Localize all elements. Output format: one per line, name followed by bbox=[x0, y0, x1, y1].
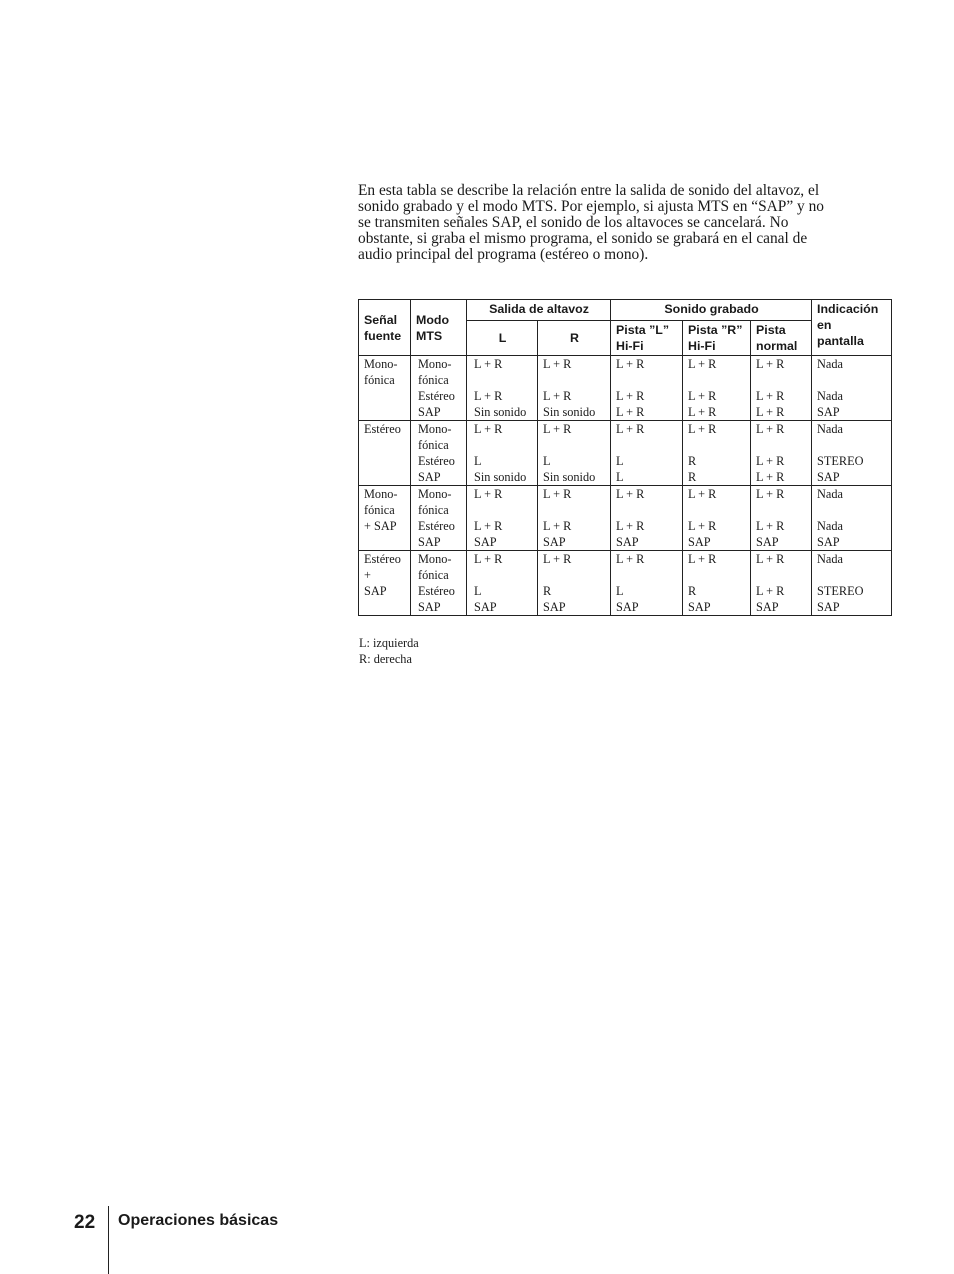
header-salida-l: L bbox=[467, 321, 538, 356]
cell-line: Mono- bbox=[418, 487, 452, 501]
cell-line: SAP bbox=[817, 405, 840, 419]
intro-paragraph bbox=[358, 180, 892, 263]
cell-line bbox=[817, 567, 890, 583]
cell-line: SAP bbox=[616, 535, 639, 549]
cell-line: L + R bbox=[756, 389, 785, 403]
cell-line: SAP bbox=[817, 535, 840, 549]
cell-indicacion bbox=[812, 551, 892, 616]
cell-line: L + R bbox=[543, 422, 572, 436]
cell-line: SAP bbox=[756, 600, 779, 614]
cell-line: Mono- bbox=[364, 357, 398, 371]
cell-line: L + R bbox=[616, 357, 645, 371]
cell-salida-l bbox=[467, 421, 538, 486]
cell-line bbox=[688, 567, 749, 583]
table-body bbox=[359, 356, 892, 616]
header-senal-fuente: Señal fuente bbox=[359, 300, 411, 356]
cell-salida-l bbox=[467, 356, 538, 421]
cell-line: fónica bbox=[418, 438, 449, 452]
cell-line bbox=[756, 437, 810, 453]
cell-line: L + R bbox=[688, 357, 717, 371]
cell-line: L + R bbox=[756, 405, 785, 419]
cell-line: SAP bbox=[474, 535, 497, 549]
cell-line: SAP bbox=[817, 600, 840, 614]
cell-salida-l bbox=[467, 486, 538, 551]
intro-line: obstante, si graba el mismo programa, el sonido se grabará en el canal de bbox=[358, 230, 808, 247]
cell-line: Mono- bbox=[364, 487, 398, 501]
cell-line: SAP bbox=[418, 600, 441, 614]
cell-line: Sin sonido bbox=[474, 470, 527, 484]
cell-line: STEREO bbox=[817, 454, 864, 468]
cell-pista-normal bbox=[751, 551, 812, 616]
intro-line: audio principal del programa (estéreo o mono). bbox=[358, 246, 649, 263]
cell-line bbox=[474, 502, 536, 518]
cell-line: L + R bbox=[474, 487, 503, 501]
cell-line: Mono- bbox=[418, 357, 452, 371]
cell-line: L + R bbox=[756, 519, 785, 533]
cell-line: Estéreo bbox=[418, 454, 455, 468]
cell-line: L + R bbox=[616, 389, 645, 403]
table-row bbox=[359, 551, 892, 616]
cell-line bbox=[817, 372, 890, 388]
cell-line: Nada bbox=[817, 552, 843, 566]
table-row bbox=[359, 356, 892, 421]
cell-salida-r bbox=[538, 486, 611, 551]
cell-salida-r bbox=[538, 421, 611, 486]
cell-senal-fuente bbox=[359, 421, 411, 486]
cell-line: Estéreo bbox=[418, 389, 455, 403]
cell-pista-l bbox=[611, 356, 683, 421]
cell-line: L + R bbox=[688, 519, 717, 533]
cell-line: Mono- bbox=[418, 552, 452, 566]
cell-line: Nada bbox=[817, 519, 843, 533]
cell-line bbox=[543, 372, 609, 388]
cell-line bbox=[364, 453, 409, 469]
table-row bbox=[359, 486, 892, 551]
cell-indicacion bbox=[812, 421, 892, 486]
cell-line: L bbox=[474, 584, 482, 598]
header-indicacion-pantalla: Indicación en pantalla bbox=[812, 300, 892, 356]
cell-line: fónica bbox=[364, 503, 395, 517]
cell-line: SAP bbox=[418, 470, 441, 484]
cell-line: L + R bbox=[543, 519, 572, 533]
cell-line bbox=[543, 502, 609, 518]
cell-line: SAP bbox=[688, 600, 711, 614]
cell-line: R bbox=[688, 454, 697, 468]
cell-line bbox=[616, 502, 681, 518]
cell-line bbox=[364, 469, 409, 485]
cell-line bbox=[364, 599, 409, 615]
cell-modo-mts bbox=[411, 486, 467, 551]
intro-line: se transmiten señales SAP, el sonido de los altavoces se cancelará. No bbox=[358, 214, 789, 231]
cell-line: L + R bbox=[756, 454, 785, 468]
cell-line: Estéreo bbox=[364, 422, 401, 436]
legend-note-l: L: izquierda bbox=[359, 636, 419, 650]
cell-line: Sin sonido bbox=[543, 405, 596, 419]
cell-line bbox=[756, 372, 810, 388]
cell-line: SAP bbox=[418, 535, 441, 549]
cell-line: Sin sonido bbox=[543, 470, 596, 484]
cell-line: Mono- bbox=[418, 422, 452, 436]
intro-line: sonido grabado y el modo MTS. Por ejemplo, si ajusta MTS en “SAP” y no bbox=[358, 198, 824, 215]
cell-modo-mts bbox=[411, 551, 467, 616]
cell-line: Estéreo bbox=[364, 552, 401, 566]
legend-note-r: R: derecha bbox=[359, 652, 412, 666]
cell-line: L + R bbox=[616, 487, 645, 501]
cell-line: SAP bbox=[364, 584, 387, 598]
cell-pista-normal bbox=[751, 356, 812, 421]
cell-pista-l bbox=[611, 486, 683, 551]
cell-line: SAP bbox=[688, 535, 711, 549]
cell-line: + bbox=[364, 568, 371, 582]
cell-line: Nada bbox=[817, 422, 843, 436]
cell-line: L + R bbox=[474, 389, 503, 403]
mts-sound-table bbox=[358, 299, 892, 616]
cell-line: L + R bbox=[616, 519, 645, 533]
cell-line: L + R bbox=[756, 584, 785, 598]
cell-line bbox=[756, 567, 810, 583]
cell-line: fónica bbox=[418, 373, 449, 387]
cell-line bbox=[817, 437, 890, 453]
cell-line: Nada bbox=[817, 357, 843, 371]
cell-line: L + R bbox=[756, 422, 785, 436]
cell-salida-r bbox=[538, 356, 611, 421]
cell-line bbox=[616, 372, 681, 388]
header-salida-altavoz: Salida de altavoz bbox=[467, 300, 611, 321]
cell-line: L + R bbox=[688, 422, 717, 436]
cell-line bbox=[688, 502, 749, 518]
cell-line: L + R bbox=[688, 389, 717, 403]
header-modo-mts: Modo MTS bbox=[411, 300, 467, 356]
cell-indicacion bbox=[812, 356, 892, 421]
cell-line: Nada bbox=[817, 389, 843, 403]
cell-line bbox=[474, 437, 536, 453]
cell-line bbox=[616, 437, 681, 453]
cell-salida-l bbox=[467, 551, 538, 616]
cell-indicacion bbox=[812, 486, 892, 551]
cell-pista-r bbox=[683, 421, 751, 486]
cell-line: Sin sonido bbox=[474, 405, 527, 419]
cell-line: L + R bbox=[616, 405, 645, 419]
cell-line: fónica bbox=[418, 568, 449, 582]
cell-line: Nada bbox=[817, 487, 843, 501]
header-sonido-grabado: Sonido grabado bbox=[611, 300, 812, 321]
cell-line bbox=[688, 372, 749, 388]
cell-pista-r bbox=[683, 551, 751, 616]
cell-line bbox=[616, 567, 681, 583]
cell-line: L + R bbox=[756, 470, 785, 484]
cell-line: L + R bbox=[543, 389, 572, 403]
cell-line: SAP bbox=[616, 600, 639, 614]
cell-line: L + R bbox=[474, 519, 503, 533]
cell-line: L + R bbox=[756, 552, 785, 566]
cell-line: L bbox=[616, 454, 624, 468]
cell-line: SAP bbox=[543, 600, 566, 614]
cell-pista-l bbox=[611, 551, 683, 616]
header-pista-l-hifi: Pista ”L” Hi-Fi bbox=[611, 321, 683, 356]
cell-line bbox=[756, 502, 810, 518]
cell-line: L + R bbox=[688, 487, 717, 501]
cell-line: L + R bbox=[756, 487, 785, 501]
page-number: 22 bbox=[74, 1212, 96, 1233]
cell-senal-fuente bbox=[359, 551, 411, 616]
cell-line bbox=[364, 388, 409, 404]
cell-line bbox=[364, 534, 409, 550]
cell-line: L bbox=[616, 470, 624, 484]
cell-pista-normal bbox=[751, 421, 812, 486]
cell-line: L + R bbox=[688, 552, 717, 566]
header-pista-normal: Pista normal bbox=[751, 321, 812, 356]
cell-senal-fuente bbox=[359, 356, 411, 421]
cell-line: L + R bbox=[543, 357, 572, 371]
cell-senal-fuente bbox=[359, 486, 411, 551]
cell-line: R bbox=[543, 584, 552, 598]
cell-line: L + R bbox=[616, 422, 645, 436]
cell-line: SAP bbox=[756, 535, 779, 549]
cell-line bbox=[543, 437, 609, 453]
cell-line: fónica bbox=[418, 503, 449, 517]
cell-line: L + R bbox=[756, 357, 785, 371]
intro-line: En esta tabla se describe la relación entre la salida de sonido del altavoz, el bbox=[358, 182, 820, 199]
cell-line: Estéreo bbox=[418, 584, 455, 598]
header-salida-r: R bbox=[538, 321, 611, 356]
cell-line: R bbox=[688, 470, 697, 484]
cell-line: L + R bbox=[474, 422, 503, 436]
table-row bbox=[359, 421, 892, 486]
cell-line bbox=[688, 437, 749, 453]
cell-line: fónica bbox=[364, 373, 395, 387]
cell-line: L + R bbox=[543, 552, 572, 566]
cell-pista-normal bbox=[751, 486, 812, 551]
cell-line: Estéreo bbox=[418, 519, 455, 533]
cell-modo-mts bbox=[411, 356, 467, 421]
footer-divider bbox=[108, 1206, 109, 1274]
cell-line bbox=[364, 404, 409, 420]
cell-line: L + R bbox=[474, 357, 503, 371]
cell-line: L + R bbox=[616, 552, 645, 566]
cell-line: L bbox=[616, 584, 624, 598]
cell-line: + SAP bbox=[364, 519, 397, 533]
cell-salida-r bbox=[538, 551, 611, 616]
legend-notes bbox=[359, 635, 419, 667]
cell-pista-r bbox=[683, 356, 751, 421]
cell-line bbox=[543, 567, 609, 583]
cell-line: L + R bbox=[474, 552, 503, 566]
cell-line: SAP bbox=[543, 535, 566, 549]
cell-line: L bbox=[474, 454, 482, 468]
section-title: Operaciones básicas bbox=[118, 1212, 279, 1229]
cell-line bbox=[364, 437, 409, 453]
cell-line bbox=[474, 567, 536, 583]
cell-line: SAP bbox=[817, 470, 840, 484]
cell-line: L bbox=[543, 454, 551, 468]
cell-line: SAP bbox=[474, 600, 497, 614]
cell-line: L + R bbox=[543, 487, 572, 501]
cell-line bbox=[817, 502, 890, 518]
header-pista-r-hifi: Pista ”R” Hi-Fi bbox=[683, 321, 751, 356]
cell-line: L + R bbox=[688, 405, 717, 419]
cell-modo-mts bbox=[411, 421, 467, 486]
cell-pista-l bbox=[611, 421, 683, 486]
cell-line: STEREO bbox=[817, 584, 864, 598]
cell-line: R bbox=[688, 584, 697, 598]
cell-pista-r bbox=[683, 486, 751, 551]
cell-line: SAP bbox=[418, 405, 441, 419]
cell-line bbox=[474, 372, 536, 388]
